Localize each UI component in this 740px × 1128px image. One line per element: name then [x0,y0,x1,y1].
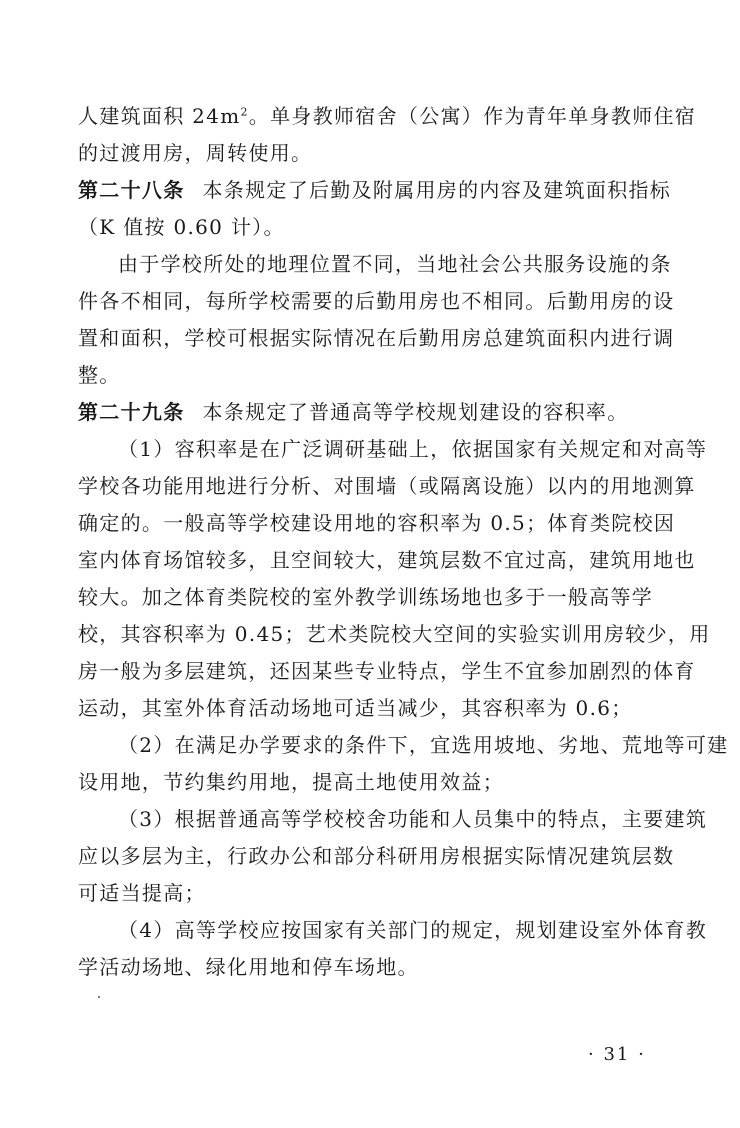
superscript-2: 2 [240,105,249,119]
paragraph-line: 学活动场地、绿化用地和停车场地。 [78,955,419,979]
paragraph-line: 房一般为多层建筑，还因某些专业特点，学生不宜参加剧烈的体育 [78,659,696,683]
paragraph-line: 设用地，节约集约用地，提高土地使用效益； [78,770,504,794]
article-28-heading [78,172,678,209]
paragraph-line: 可适当提高； [78,881,206,905]
paragraph-line: 学校各功能用地进行分析、对围墙（或隔离设施）以内的用地测算 [78,474,696,498]
paragraph-line: （2）在满足办学要求的条件下，宜选用坡地、劣地、荒地等可建 [118,733,729,757]
article-28-summary: 本条规定了后勤及附属用房的内容及建筑面积指标 [202,178,672,202]
paragraph-line: 确定的。一般高等学校建设用地的容积率为 0.5；体育类院校因 [78,511,676,535]
paragraph-line [78,98,697,135]
paragraph-line: （4）高等学校应按国家有关部门的规定，规划建设室外体育教 [118,918,708,942]
paragraph-line: 较大。加之体育类院校的室外教学训练场地也多于一般高等学 [78,585,654,609]
paragraph-line: 运动，其室外体育活动场地可适当减少，其容积率为 0.6； [78,696,633,720]
scan-speck [98,996,100,998]
paragraph-line: 室内体育场馆较多，且空间较大，建筑层数不宜过高，建筑用地也 [78,548,696,572]
paragraph-line: （1）容积率是在广泛调研基础上，依据国家有关规定和对高等 [118,437,708,461]
paragraph-line: （3）根据普通高等学校校舍功能和人员集中的特点，主要建筑 [118,807,708,831]
article-28-title: 第二十八条 [78,178,185,202]
paragraph-line: 由于学校所处的地理位置不同，当地社会公共服务设施的条 [118,252,672,276]
article-29-title: 第二十九条 [78,400,185,424]
page-number: · 31 · [588,1044,646,1065]
paragraph-line: 置和面积，学校可根据实际情况在后勤用房总建筑面积内进行调 [78,326,675,350]
text-segment: 人建筑面积 24m [78,104,241,128]
page-body [78,98,729,986]
article-29-heading [78,394,678,431]
article-29-summary: 本条规定了普通高等学校规划建设的容积率。 [202,400,629,424]
paragraph-line: （K 值按 0.60 计）。 [78,215,285,239]
paragraph-line: 的过渡用房，周转使用。 [78,141,313,165]
paragraph-line: 件各不相同，每所学校需要的后勤用房也不相同。后勤用房的设 [78,289,675,313]
paragraph-line: 校，其容积率为 0.45；艺术类院校大空间的实验实训用房较少，用 [78,622,711,646]
paragraph-line: 应以多层为主，行政办公和部分科研用房根据实际情况建筑层数 [78,844,675,868]
text-segment: 。单身教师宿舍（公寓）作为青年单身教师住宿 [248,104,697,128]
paragraph-line: 整。 [78,363,121,387]
